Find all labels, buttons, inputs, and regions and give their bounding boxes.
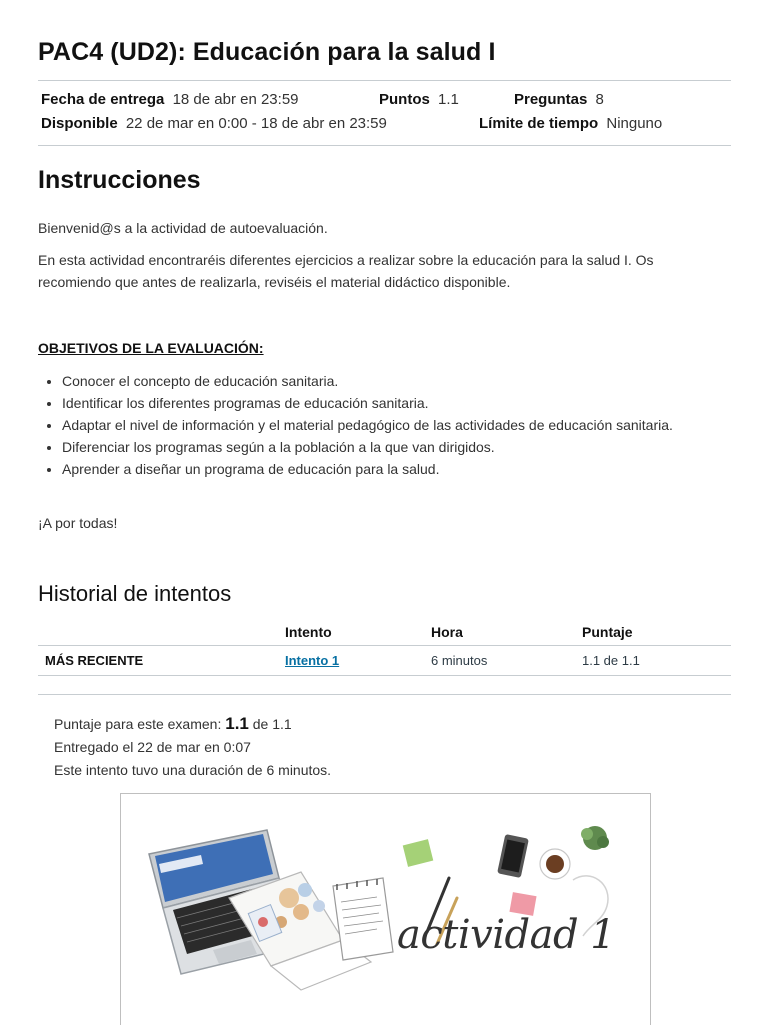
due-date-meta xyxy=(41,91,299,108)
score-label: Puntaje para este examen: xyxy=(54,716,222,732)
column-header: Intento xyxy=(285,624,332,640)
attempt-link[interactable]: Intento 1 xyxy=(285,653,340,668)
smartphone-icon xyxy=(497,834,529,878)
attempt-history-heading: Historial de intentos xyxy=(38,581,232,606)
list-item: • Diferenciar los programas según a la población a la que van dirigidos. xyxy=(62,436,702,458)
list-item: • Identificar los diferentes programas de educación sanitaria. xyxy=(62,392,702,414)
divider xyxy=(38,145,731,146)
coffee-cup-icon xyxy=(540,849,570,879)
availability-meta xyxy=(41,115,387,132)
duration-text: Este intento tuvo una duración de 6 minutos. xyxy=(54,762,332,778)
availability-value: 22 de mar en 0:00 - 18 de abr en 23:59 xyxy=(125,115,387,132)
divider xyxy=(38,80,731,81)
attempt-status-cell: MÁS RECIENTE xyxy=(38,646,285,676)
points-meta xyxy=(379,91,459,108)
score-total: de 1.1 xyxy=(252,716,292,732)
attempt-link-cell xyxy=(285,646,431,676)
submitted-text: Entregado el 22 de mar en 0:07 xyxy=(54,739,251,755)
instructions-body: En esta actividad encontraréis diferentes ejercicios a realizar sobre la educación para la salud I. Os recomiendo que antes de realizarla, reviséis el material didáctico disponible. xyxy=(38,252,654,290)
activity-banner-text: actividad 1 xyxy=(397,912,616,958)
points-label: Puntos xyxy=(379,91,430,108)
time-limit-label: Límite de tiempo xyxy=(479,115,599,132)
questions-value: 8 xyxy=(595,91,604,108)
page-title: PAC4 (UD2): Educación para la salud I xyxy=(38,38,496,66)
due-date-value: 18 de abr en 23:59 xyxy=(172,91,299,108)
list-item: • Adaptar el nivel de información y el material pedagógico de las actividades de educación sanitaria. xyxy=(62,414,702,436)
activity-banner-image xyxy=(120,793,651,1025)
points-value: 1.1 xyxy=(438,91,459,108)
attempt-time-cell: 6 minutos xyxy=(431,646,582,676)
desk-illustration xyxy=(121,794,650,1025)
objectives-list xyxy=(38,370,702,480)
table-header-row xyxy=(38,619,731,646)
time-limit-meta xyxy=(479,115,662,132)
attempt-score-cell: 1.1 de 1.1 xyxy=(582,646,731,676)
score-line xyxy=(54,712,331,736)
instructions-heading: Instrucciones xyxy=(38,166,201,194)
column-header: Hora xyxy=(431,624,463,640)
table-row xyxy=(38,646,731,676)
objectives-heading: OBJETIVOS DE LA EVALUACIÓN: xyxy=(38,340,264,356)
plant-icon xyxy=(581,826,609,850)
sticky-note-icon xyxy=(403,839,434,867)
attempt-history-table xyxy=(38,619,731,676)
questions-meta xyxy=(514,91,604,108)
due-date-label: Fecha de entrega xyxy=(41,91,165,108)
availability-label: Disponible xyxy=(41,115,118,132)
score-summary xyxy=(54,712,331,782)
time-limit-value: Ninguno xyxy=(606,115,663,132)
closing-text: ¡A por todas! xyxy=(38,515,118,531)
divider xyxy=(38,694,731,695)
welcome-text: Bienvenid@s a la actividad de autoevaluación. xyxy=(38,220,328,236)
list-item: • Aprender a diseñar un programa de educación para la salud. xyxy=(62,458,702,480)
questions-label: Preguntas xyxy=(514,91,588,108)
column-header: Puntaje xyxy=(582,624,633,640)
notebook-icon xyxy=(333,878,393,960)
score-value: 1.1 xyxy=(225,714,249,733)
column-header xyxy=(38,619,285,646)
list-item: • Conocer el concepto de educación sanitaria. xyxy=(62,370,702,392)
